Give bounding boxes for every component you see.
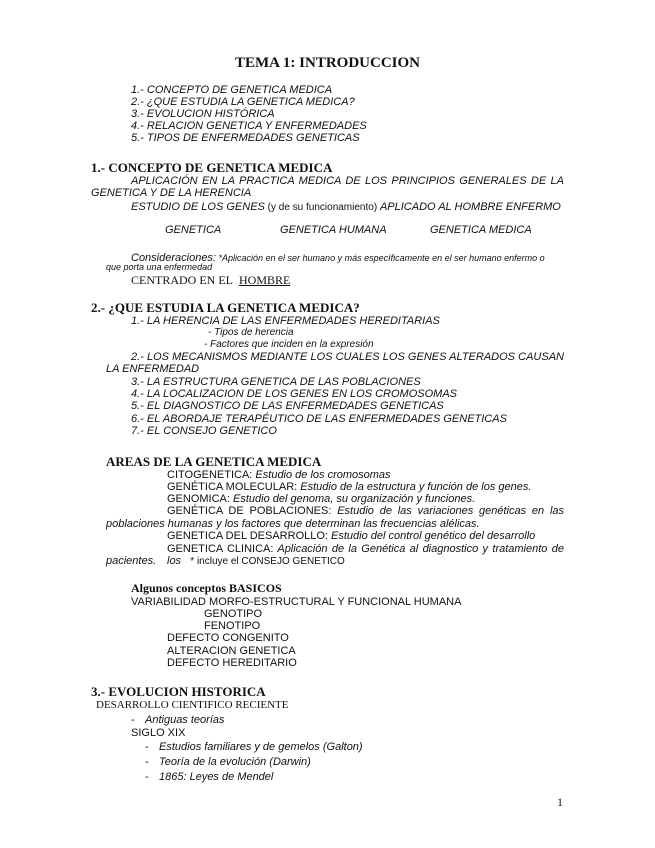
basicos-heading-b: BASICOS	[229, 581, 282, 595]
list-item: 2.- LOS MECANISMOS MEDIANTE LOS CUALES LOS GENES ALTERADOS CAUSAN	[131, 351, 564, 363]
column-genetica-medica: GENETICA MEDICA	[430, 224, 532, 236]
considerations-text-2: que porta una enfermedad	[106, 262, 213, 272]
list-item: 7.- EL CONSEJO GENETICO	[131, 425, 277, 437]
basicos-defecto-congenito: DEFECTO CONGENITO	[167, 632, 289, 644]
list-item: 3.- LA ESTRUCTURA GENETICA DE LAS POBLACIONES	[131, 376, 421, 388]
section2-heading: 2.- ¿QUE ESTUDIA LA GENETICA MEDICA?	[91, 300, 360, 315]
section1-heading: 1.- CONCEPTO DE GENETICA MEDICA	[91, 160, 333, 175]
area-label: GENÉTICA MOLECULAR:	[167, 481, 298, 493]
toc-item: 2.- ¿QUE ESTUDIA LA GENETICA MEDICA?	[131, 96, 355, 108]
section3-bullet	[145, 741, 363, 753]
area-genomica	[167, 493, 475, 505]
list-item: 6.- EL ABORDAJE TERAPÉUTICO DE LAS ENFERMEDADES GENETICAS	[131, 413, 507, 425]
list-item-cont: LA ENFERMEDAD	[106, 363, 200, 375]
considerations-text: *Aplicación en el ser humano y más específicamente en el ser humano enfermo o	[216, 253, 545, 263]
list-subitem: - Tipos de herencia	[208, 327, 294, 338]
centrado-line	[131, 273, 290, 288]
column-genetica: GENETICA	[165, 224, 222, 236]
page-title: TEMA 1: INTRODUCCION	[234, 55, 420, 71]
list-item: 5.- EL DIAGNOSTICO DE LAS ENFERMEDADES GENETICAS	[131, 400, 444, 412]
list-item: 4.- LA LOCALIZACION DE LOS GENES EN LOS CROMOSOMAS	[131, 388, 458, 400]
list-subitem: - Factores que inciden en la expresión	[204, 339, 374, 350]
area-molecular	[167, 481, 531, 493]
area-text: Estudio del genoma, su organización y funciones.	[229, 493, 476, 505]
area-label: GENÉTICA DE POBLACIONES:	[167, 505, 332, 517]
section1-line3-a: ESTUDIO DE LOS GENES	[131, 201, 265, 213]
dash-bullet: -	[145, 756, 149, 768]
area-text: Estudio de los cromosomas	[252, 469, 391, 481]
centrado-text: CENTRADO EN EL	[131, 273, 233, 287]
column-genetica-humana: GENETICA HUMANA	[280, 224, 387, 236]
area-label: GENETICA DEL DESARROLLO:	[167, 530, 328, 542]
antiguas-text: Antiguas teorías	[145, 714, 225, 726]
section3-heading: 3.- EVOLUCION HISTORICA	[91, 684, 266, 699]
considerations-label: Consideraciones:	[131, 252, 216, 264]
area-label: CITOGENETICA:	[167, 469, 253, 481]
list-item: 1.- LA HERENCIA DE LAS ENFERMEDADES HEREDITARIAS	[131, 315, 440, 327]
basicos-defecto-hereditario: DEFECTO HEREDITARIO	[167, 657, 297, 669]
basicos-heading-a: Algunos conceptos	[131, 581, 230, 595]
toc-item: 4.- RELACION GENETICA Y ENFERMEDADES	[131, 120, 367, 132]
areas-heading: AREAS DE LA GENETICA MEDICA	[106, 454, 322, 469]
bullet-text: 1865: Leyes de Mendel	[159, 771, 274, 783]
area-label: GENOMICA:	[167, 493, 230, 505]
basicos-line1: VARIABILIDAD MORFO-ESTRUCTURAL Y FUNCIONAL HUMANA	[131, 596, 462, 608]
hombre-text: HOMBRE	[239, 273, 291, 287]
section3-antiguas	[131, 714, 225, 726]
toc-item: 5.- TIPOS DE ENFERMEDADES GENETICAS	[131, 132, 360, 144]
section1-line2: GENETICA Y DE LA HERENCIA	[91, 187, 252, 199]
dash-bullet: -	[145, 771, 149, 783]
page-number: 1	[557, 795, 563, 809]
area-text: Aplicación de la Genética al diagnostico y tratamiento de los	[167, 543, 564, 567]
bullet-text: Teoría de la evolución (Darwin)	[159, 756, 311, 768]
section1-line3	[131, 201, 561, 213]
basicos-fenotipo: FENOTIPO	[204, 620, 261, 632]
section1-line3-c: APLICADO AL HOMBRE ENFERMO	[379, 201, 561, 213]
area-citogenetica	[167, 469, 391, 481]
consejo-note: * incluye el CONSEJO GENETICO	[190, 556, 345, 567]
area-poblaciones	[167, 505, 564, 517]
area-clinica-cont	[106, 555, 345, 567]
section3-bullet	[145, 756, 311, 768]
area-text: Estudio de las variaciones genéticas en las	[331, 505, 565, 517]
area-text: Estudio del control genético del desarrollo	[327, 530, 536, 542]
section3-bullet	[145, 771, 273, 783]
section3-sub: DESARROLLO CIENTIFICO RECIENTE	[96, 699, 289, 711]
bullet-text: Estudios familiares y de gemelos (Galton)	[159, 741, 363, 753]
area-text: pacientes.	[106, 555, 157, 567]
basicos-heading	[131, 581, 282, 596]
area-label: GENETICA CLINICA:	[167, 543, 274, 555]
area-desarrollo	[167, 530, 535, 542]
basicos-genotipo: GENOTIPO	[204, 608, 263, 620]
toc-item: 1.- CONCEPTO DE GENETICA MEDICA	[131, 84, 333, 96]
section3-siglo: SIGLO XIX	[131, 727, 186, 739]
area-text: Estudio de la estructura y función de los genes.	[297, 481, 532, 493]
dash-bullet: -	[145, 741, 149, 753]
section1-line1: APLICACIÓN EN LA PRACTICA MEDICA DE LOS PRINCIPIOS GENERALES DE LA	[131, 175, 564, 187]
dash-bullet: -	[131, 714, 135, 726]
area-poblaciones-cont: poblaciones humanas y los factores que determinan las frecuencias alélicas.	[106, 518, 480, 530]
basicos-alteracion: ALTERACION GENETICA	[167, 645, 296, 657]
section1-line3-b: (y de su funcionamiento)	[264, 202, 380, 213]
toc-item: 3.- EVOLUCION HISTÓRICA	[131, 108, 275, 120]
